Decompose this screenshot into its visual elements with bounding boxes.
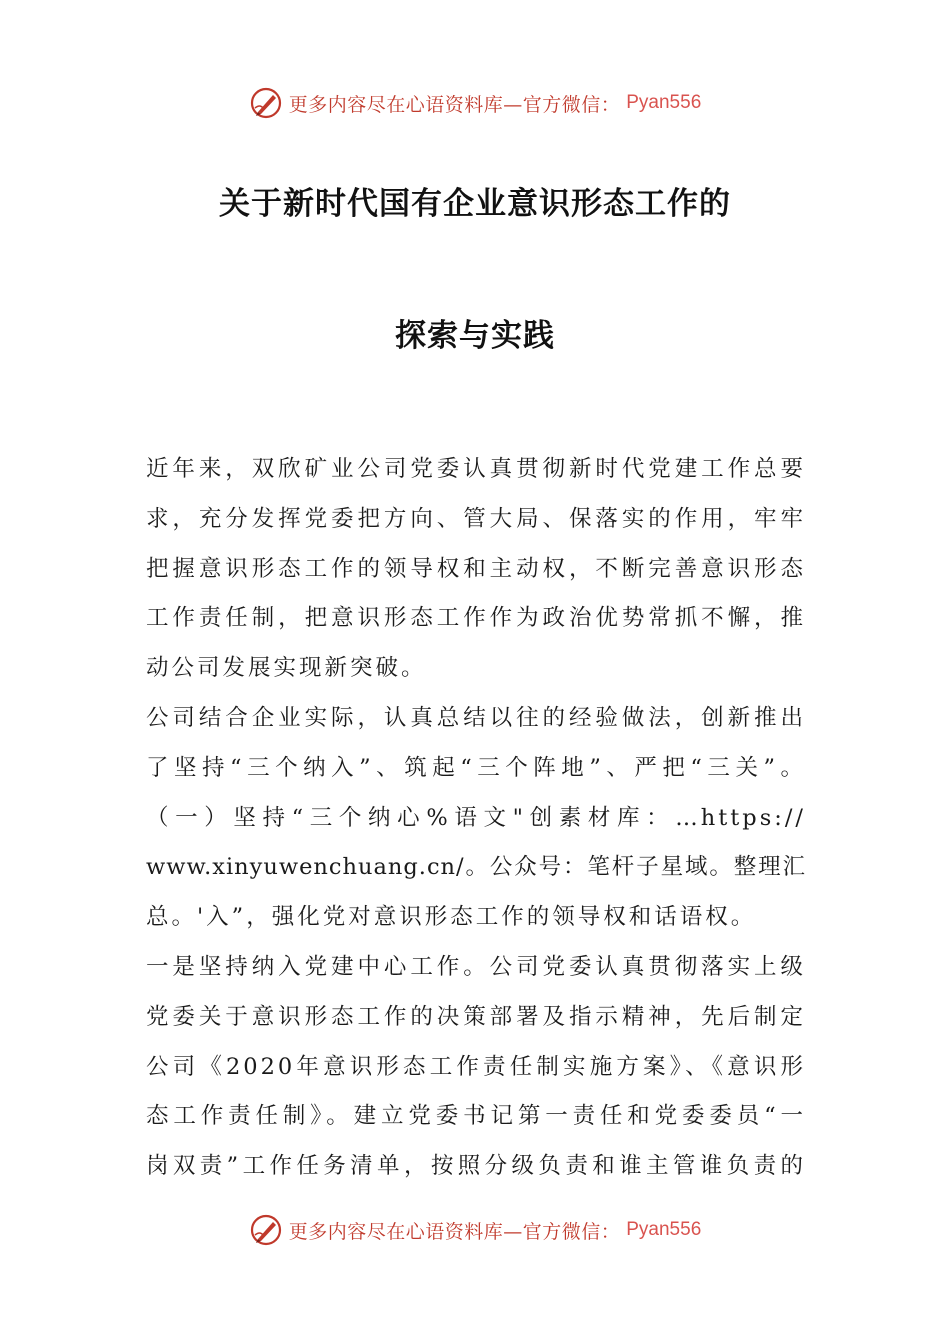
body-line: www.xinyuwenchuang.cn/。公众号：笔杆子星域。整理汇 bbox=[146, 854, 806, 881]
body-line: 总。'入”，强化党对意识形态工作的领导权和话语权。 bbox=[146, 904, 757, 931]
header-watermark bbox=[0, 81, 950, 125]
watermark-text: 更多内容尽在心语资料库—官方微信： bbox=[288, 93, 621, 116]
body-line: 公司《2020年意识形态工作责任制实施方案》、《意识形 bbox=[146, 1053, 806, 1080]
body-line: 了坚持“三个纳入”、筑起“三个阵地”、严把“三关”。 bbox=[146, 754, 806, 781]
watermark-wechat-id: Pyan556 bbox=[626, 1219, 702, 1240]
body-line: 岗双责”工作任务清单，按照分级负责和谁主管谁负责的 bbox=[146, 1153, 806, 1180]
footer-watermark bbox=[0, 1208, 950, 1252]
body-line: 公司结合企业实际，认真总结以往的经验做法，创新推出 bbox=[146, 704, 806, 731]
body-line: 求，充分发挥党委把方向、管大局、保落实的作用，牢牢 bbox=[146, 505, 806, 532]
watermark-text: 更多内容尽在心语资料库—官方微信： bbox=[288, 1220, 621, 1243]
watermark-wechat-id: Pyan556 bbox=[626, 92, 702, 113]
body-line: 把握意识形态工作的领导权和主动权，不断完善意识形态 bbox=[146, 555, 806, 582]
body-line: 党委关于意识形态工作的决策部署及指示精神，先后制定 bbox=[146, 1003, 806, 1030]
document-title-line-1: 关于新时代国有企业意识形态工作的 bbox=[219, 186, 731, 222]
body-line: （一）坚持“三个纳心%语文"创素材库：…https:// bbox=[146, 804, 806, 831]
body-line: 近年来，双欣矿业公司党委认真贯彻新时代党建工作总要 bbox=[146, 456, 806, 482]
body-line: 动公司发展实现新突破。 bbox=[146, 655, 427, 682]
body-line: 一是坚持纳入党建中心工作。公司党委认真贯彻落实上级 bbox=[146, 953, 806, 980]
document-title-line-2: 探索与实践 bbox=[395, 318, 555, 354]
body-line: 工作责任制，把意识形态工作作为政治优势常抓不懈，推 bbox=[146, 605, 806, 632]
quill-pen-logo-icon bbox=[249, 86, 283, 120]
body-line: 态工作责任制》。建立党委书记第一责任和党委委员“一 bbox=[146, 1103, 806, 1130]
quill-pen-logo-icon bbox=[249, 1213, 283, 1247]
document-body bbox=[146, 445, 806, 1192]
